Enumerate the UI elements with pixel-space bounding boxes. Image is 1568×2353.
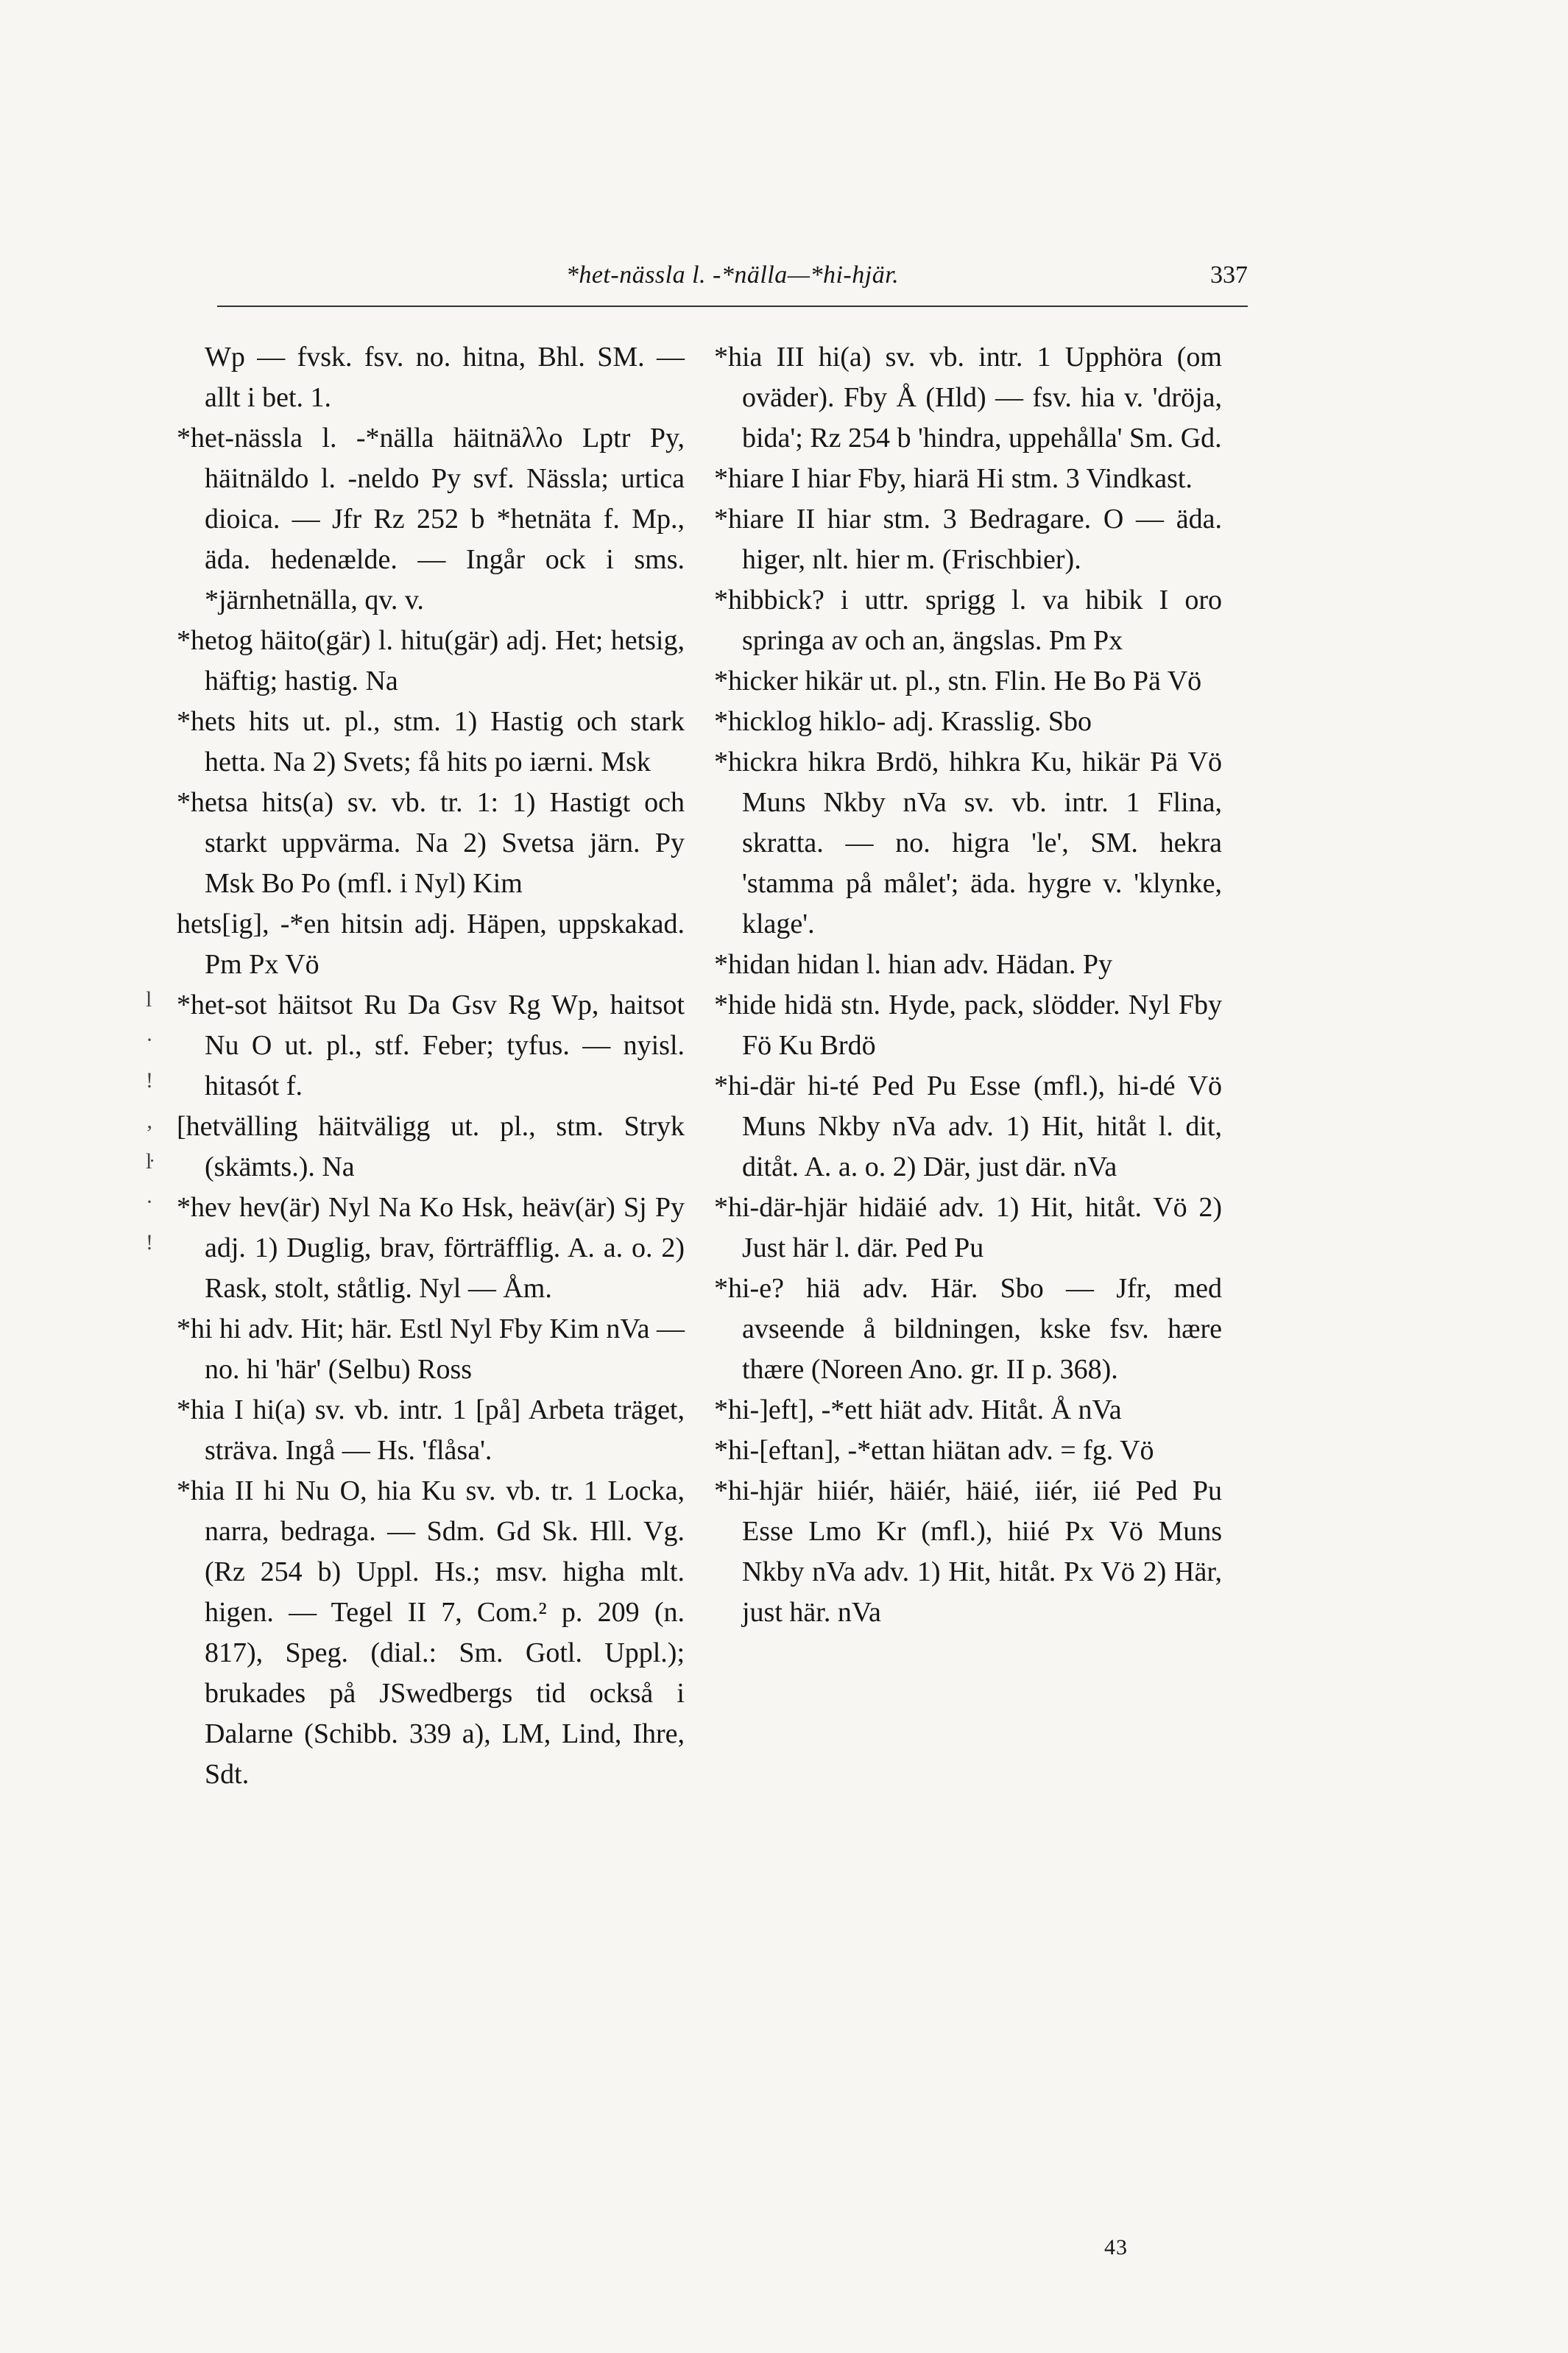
dictionary-entry: *hetog häito(gär) l. hitu(gär) adj. Het; hetsig, häftig; hastig. Na [177,625,685,696]
dictionary-entry: *hi-e? hiä adv. Här. Sbo — Jfr, med avseende å bildningen, kske fsv. hære thære (Noreen Ano. gr. II p. 368). [714,1273,1222,1385]
dictionary-entry: *hicklog hiklo- adj. Krasslig. Sbo [714,706,1092,737]
dictionary-entry: Wp — fvsk. fsv. no. hitna, Bhl. SM. — allt i bet. 1. [205,342,685,413]
dictionary-entry: *hetsa hits(a) sv. vb. tr. 1: 1) Hastigt och starkt uppvärma. Na 2) Svetsa järn. Py Msk Bo Po (mfl. i Nyl) Kim [177,787,685,899]
margin-mark: ŀ [146,1149,154,1174]
running-title: *het-nässla l. -*nälla—*hi-hjär. [565,261,900,289]
dictionary-entry: *hia I hi(a) sv. vb. intr. 1 [på] Arbeta träget, sträva. Ingå — Hs. 'flåsa'. [177,1394,685,1466]
dictionary-entry: *hiare II hiar stm. 3 Bedragare. O — äda. higer, nlt. hier m. (Frischbier). [714,504,1222,575]
dictionary-entry: *hicker hikär ut. pl., stn. Flin. He Bo Pä Vö [714,666,1202,696]
left-column [177,337,685,1795]
dictionary-entry: *hi-där-hjär hidäié adv. 1) Hit, hitåt. Vö 2) Just här l. där. Ped Pu [714,1192,1222,1263]
header-rule [217,306,1248,307]
dictionary-entry: *hia III hi(a) sv. vb. intr. 1 Upphöra (om oväder). Fby Å (Hld) — fsv. hia v. 'dröja, bida'; Rz 254 b 'hindra, uppehålla' Sm. Gd. [714,342,1222,454]
dictionary-entry: *het-nässla l. -*nälla häitnäλλo Lptr Py, häitnäldo l. -neldo Py svf. Nässla; urtica dioica. — Jfr Rz 252 b *hetnäta f. Mp., äda. hedenælde. — Ingår ock i sms. *järnhetnälla, qv. v. [177,423,685,615]
dictionary-entry: *hi-där hi-té Ped Pu Esse (mfl.), hi-dé Vö Muns Nkby nVa adv. 1) Hit, hitåt l. dit, ditåt. A. a. o. 2) Där, just där. nVa [714,1070,1222,1182]
dictionary-entry: *het-sot häitsot Ru Da Gsv Rg Wp, haitsot Nu O ut. pl., stf. Feber; tyfus. — nyisl. hitasót f. [177,989,685,1101]
margin-mark: ‚ [146,1109,153,1133]
dictionary-entry: *hi-hjär hiiér, häiér, häié, iiér, iié Ped Pu Esse Lmo Kr (mfl.), hiié Px Vö Muns Nkby nVa adv. 1) Hit, hitåt. Px Vö 2) Här, just här. nVa [714,1475,1222,1628]
margin-mark: l [146,987,152,1012]
running-head [217,261,1248,298]
signature-mark: 43 [1104,2235,1128,2259]
dictionary-entry: *hia II hi Nu O, hia Ku sv. vb. tr. 1 Locka, narra, bedraga. — Sdm. Gd Sk. Hll. Vg. (Rz 254 b) Uppl. Hs.; msv. higha mlt. higen. — Tegel II 7, Com.² p. 209 (n. 817), Speg. (dial.: Sm. Gotl. Uppl.); brukades på JSwedbergs tid också i Dalarne (Schibb. 339 a), LM, Lind, Ihre, Sdt. [177,1475,685,1790]
margin-mark: ǃ [146,1068,153,1093]
dictionary-entry: *hibbick? i uttr. sprigg l. va hibik I oro springa av och an, ängslas. Pm Px [714,585,1222,656]
dictionary-entry: *hiare I hiar Fby, hiarä Hi stm. 3 Vindkast. [714,463,1193,494]
dictionary-entry: hets[ig], -*en hitsin adj. Häpen, uppskakad. Pm Px Vö [177,909,685,980]
margin-mark: · [146,1028,153,1052]
dictionary-entry: *hi-[eftan], -*ettan hiätan adv. = fg. Vö [714,1435,1154,1466]
margin-marks [146,979,168,1263]
dictionary-entry: [hetvälling häitväligg ut. pl., stm. Stryk (skämts.). Na [177,1111,685,1182]
margin-mark: · [146,1190,153,1214]
dictionary-entry: *hickra hikra Brdö, hihkra Ku, hikär Pä Vö Muns Nkby nVa sv. vb. intr. 1 Flina, skratta. — no. higra 'le', SM. hekra 'stamma på målet'; äda. hygre v. 'klynke, klage'. [714,747,1222,939]
margin-mark: ǃ [146,1230,153,1255]
dictionary-entry: *hets hits ut. pl., stm. 1) Hastig och stark hetta. Na 2) Svets; få hits po iærni. Msk [177,706,685,777]
dictionary-entry: *hi-]eft], -*ett hiät adv. Hitåt. Å nVa [714,1394,1122,1425]
dictionary-entry: *hi hi adv. Hit; här. Estl Nyl Fby Kim nVa — no. hi 'här' (Selbu) Ross [177,1313,685,1385]
dictionary-entry: *hidan hidan l. hian adv. Hädan. Py [714,949,1113,980]
dictionary-entry: *hev hev(är) Nyl Na Ko Hsk, heäv(är) Sj Py adj. 1) Duglig, brav, förträfflig. A. a. o. 2) Rask, stolt, ståtlig. Nyl — Åm. [177,1192,685,1304]
page-number: 337 [1210,261,1248,289]
dictionary-entry: *hide hidä stn. Hyde, pack, slödder. Nyl Fby Fö Ku Brdö [714,989,1222,1061]
right-column [714,337,1222,1633]
